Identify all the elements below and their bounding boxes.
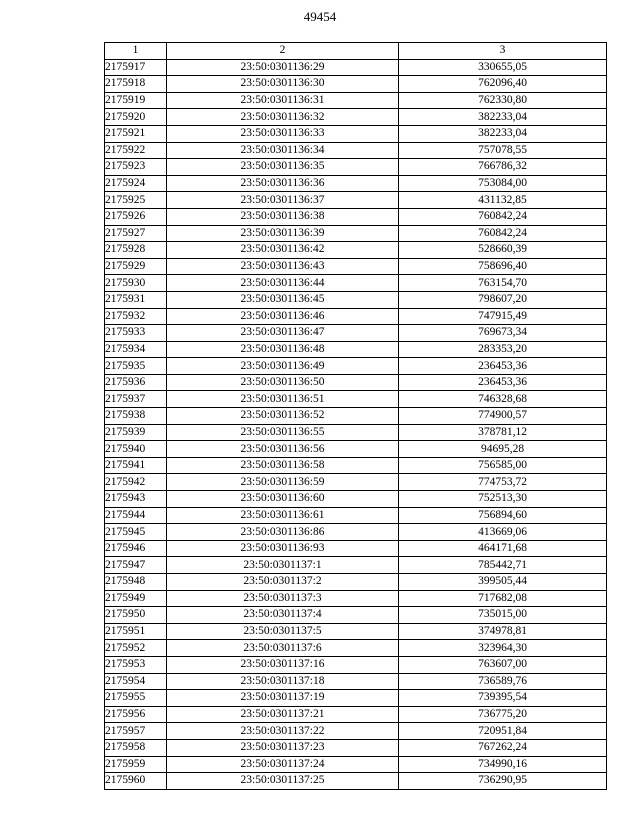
row-number-cell: 2175939 bbox=[105, 424, 167, 441]
table-row bbox=[105, 739, 607, 756]
row-number-cell: 2175927 bbox=[105, 225, 167, 242]
table-row bbox=[105, 125, 607, 142]
cadastral-value-cell: 431132,85 bbox=[399, 192, 607, 209]
row-number-cell: 2175925 bbox=[105, 192, 167, 209]
table-row bbox=[105, 640, 607, 657]
cadastral-number-cell: 23:50:0301136:46 bbox=[167, 308, 399, 325]
table-row bbox=[105, 706, 607, 723]
cadastral-number-cell: 23:50:0301136:50 bbox=[167, 374, 399, 391]
cadastral-value-cell: 769673,34 bbox=[399, 325, 607, 342]
cadastral-number-cell: 23:50:0301136:43 bbox=[167, 258, 399, 275]
cadastral-number-cell: 23:50:0301136:49 bbox=[167, 358, 399, 375]
cadastral-value-cell: 763154,70 bbox=[399, 275, 607, 292]
table-row bbox=[105, 391, 607, 408]
cadastral-number-cell: 23:50:0301137:18 bbox=[167, 673, 399, 690]
row-number-cell: 2175935 bbox=[105, 358, 167, 375]
table-row bbox=[105, 109, 607, 126]
cadastral-number-cell: 23:50:0301136:39 bbox=[167, 225, 399, 242]
cadastral-value-cell: 736589,76 bbox=[399, 673, 607, 690]
table-row bbox=[105, 424, 607, 441]
cadastral-value-cell: 736775,20 bbox=[399, 706, 607, 723]
cadastral-number-cell: 23:50:0301136:32 bbox=[167, 109, 399, 126]
cadastral-number-cell: 23:50:0301137:3 bbox=[167, 590, 399, 607]
row-number-cell: 2175942 bbox=[105, 474, 167, 491]
table-row bbox=[105, 673, 607, 690]
table-row bbox=[105, 607, 607, 624]
cadastral-number-cell: 23:50:0301136:36 bbox=[167, 175, 399, 192]
cadastral-value-cell: 735015,00 bbox=[399, 607, 607, 624]
cadastral-value-cell: 753084,00 bbox=[399, 175, 607, 192]
row-number-cell: 2175957 bbox=[105, 723, 167, 740]
table-row bbox=[105, 441, 607, 458]
cadastral-value-cell: 283353,20 bbox=[399, 341, 607, 358]
cadastral-value-cell: 767262,24 bbox=[399, 739, 607, 756]
table-row bbox=[105, 656, 607, 673]
cadastral-value-cell: 739395,54 bbox=[399, 690, 607, 707]
cadastral-number-cell: 23:50:0301136:44 bbox=[167, 275, 399, 292]
column-header-value: 3 bbox=[399, 43, 607, 60]
page-number: 49454 bbox=[303, 9, 337, 24]
row-number-cell: 2175936 bbox=[105, 374, 167, 391]
row-number-cell: 2175953 bbox=[105, 656, 167, 673]
cadastral-number-cell: 23:50:0301136:38 bbox=[167, 208, 399, 225]
cadastral-value-cell: 330655,05 bbox=[399, 59, 607, 76]
table-row bbox=[105, 358, 607, 375]
column-header-cadastral-number: 2 bbox=[167, 43, 399, 60]
table-row bbox=[105, 159, 607, 176]
row-number-cell: 2175954 bbox=[105, 673, 167, 690]
row-number-cell: 2175934 bbox=[105, 341, 167, 358]
row-number-cell: 2175930 bbox=[105, 275, 167, 292]
row-number-cell: 2175919 bbox=[105, 92, 167, 109]
table-row bbox=[105, 507, 607, 524]
row-number-cell: 2175943 bbox=[105, 491, 167, 508]
cadastral-value-cell: 374978,81 bbox=[399, 623, 607, 640]
table-row bbox=[105, 557, 607, 574]
cadastral-value-cell: 766786,32 bbox=[399, 159, 607, 176]
cadastral-number-cell: 23:50:0301137:23 bbox=[167, 739, 399, 756]
cadastral-number-cell: 23:50:0301136:30 bbox=[167, 76, 399, 93]
table-row bbox=[105, 623, 607, 640]
row-number-cell: 2175950 bbox=[105, 607, 167, 624]
row-number-cell: 2175940 bbox=[105, 441, 167, 458]
cadastral-number-cell: 23:50:0301136:86 bbox=[167, 524, 399, 541]
row-number-cell: 2175926 bbox=[105, 208, 167, 225]
cadastral-value-cell: 399505,44 bbox=[399, 574, 607, 591]
cadastral-value-cell: 756585,00 bbox=[399, 457, 607, 474]
table-row bbox=[105, 175, 607, 192]
row-number-cell: 2175937 bbox=[105, 391, 167, 408]
cadastral-number-cell: 23:50:0301136:52 bbox=[167, 408, 399, 425]
row-number-cell: 2175947 bbox=[105, 557, 167, 574]
table-row bbox=[105, 690, 607, 707]
table-row bbox=[105, 590, 607, 607]
cadastral-value-cell: 798607,20 bbox=[399, 291, 607, 308]
row-number-cell: 2175949 bbox=[105, 590, 167, 607]
cadastral-number-cell: 23:50:0301136:59 bbox=[167, 474, 399, 491]
row-number-cell: 2175922 bbox=[105, 142, 167, 159]
cadastral-number-cell: 23:50:0301136:29 bbox=[167, 59, 399, 76]
table-header-row bbox=[105, 43, 607, 60]
table-row bbox=[105, 325, 607, 342]
table-row bbox=[105, 474, 607, 491]
row-number-cell: 2175955 bbox=[105, 690, 167, 707]
cadastral-value-cell: 413669,06 bbox=[399, 524, 607, 541]
cadastral-value-cell: 720951,84 bbox=[399, 723, 607, 740]
cadastral-value-table bbox=[104, 42, 607, 790]
cadastral-number-cell: 23:50:0301137:6 bbox=[167, 640, 399, 657]
table-row bbox=[105, 491, 607, 508]
row-number-cell: 2175956 bbox=[105, 706, 167, 723]
cadastral-number-cell: 23:50:0301137:22 bbox=[167, 723, 399, 740]
cadastral-number-cell: 23:50:0301136:93 bbox=[167, 540, 399, 557]
cadastral-value-cell: 756894,60 bbox=[399, 507, 607, 524]
row-number-cell: 2175938 bbox=[105, 408, 167, 425]
cadastral-value-cell: 762330,80 bbox=[399, 92, 607, 109]
cadastral-number-cell: 23:50:0301137:19 bbox=[167, 690, 399, 707]
table-row bbox=[105, 92, 607, 109]
table-row bbox=[105, 408, 607, 425]
cadastral-value-cell: 760842,24 bbox=[399, 225, 607, 242]
cadastral-number-cell: 23:50:0301136:33 bbox=[167, 125, 399, 142]
cadastral-number-cell: 23:50:0301136:31 bbox=[167, 92, 399, 109]
row-number-cell: 2175944 bbox=[105, 507, 167, 524]
row-number-cell: 2175951 bbox=[105, 623, 167, 640]
row-number-cell: 2175929 bbox=[105, 258, 167, 275]
cadastral-number-cell: 23:50:0301137:24 bbox=[167, 756, 399, 773]
cadastral-value-cell: 94695,28 bbox=[399, 441, 607, 458]
cadastral-value-cell: 757078,55 bbox=[399, 142, 607, 159]
cadastral-number-cell: 23:50:0301136:51 bbox=[167, 391, 399, 408]
row-number-cell: 2175945 bbox=[105, 524, 167, 541]
row-number-cell: 2175918 bbox=[105, 76, 167, 93]
row-number-cell: 2175948 bbox=[105, 574, 167, 591]
cadastral-number-cell: 23:50:0301136:37 bbox=[167, 192, 399, 209]
cadastral-value-cell: 763607,00 bbox=[399, 656, 607, 673]
cadastral-value-cell: 378781,12 bbox=[399, 424, 607, 441]
cadastral-number-cell: 23:50:0301136:56 bbox=[167, 441, 399, 458]
table-row bbox=[105, 76, 607, 93]
table-row bbox=[105, 258, 607, 275]
table-body bbox=[105, 59, 607, 789]
cadastral-value-cell: 762096,40 bbox=[399, 76, 607, 93]
cadastral-number-cell: 23:50:0301137:4 bbox=[167, 607, 399, 624]
cadastral-value-cell: 758696,40 bbox=[399, 258, 607, 275]
cadastral-value-cell: 323964,30 bbox=[399, 640, 607, 657]
cadastral-value-cell: 382233,04 bbox=[399, 125, 607, 142]
table-row bbox=[105, 208, 607, 225]
cadastral-value-cell: 774753,72 bbox=[399, 474, 607, 491]
cadastral-number-cell: 23:50:0301136:60 bbox=[167, 491, 399, 508]
cadastral-number-cell: 23:50:0301136:47 bbox=[167, 325, 399, 342]
cadastral-value-cell: 236453,36 bbox=[399, 374, 607, 391]
cadastral-value-cell: 717682,08 bbox=[399, 590, 607, 607]
table-row bbox=[105, 291, 607, 308]
cadastral-number-cell: 23:50:0301137:25 bbox=[167, 773, 399, 790]
row-number-cell: 2175920 bbox=[105, 109, 167, 126]
cadastral-number-cell: 23:50:0301137:16 bbox=[167, 656, 399, 673]
table-row bbox=[105, 756, 607, 773]
cadastral-number-cell: 23:50:0301137:2 bbox=[167, 574, 399, 591]
cadastral-number-cell: 23:50:0301136:55 bbox=[167, 424, 399, 441]
table-row bbox=[105, 773, 607, 790]
row-number-cell: 2175952 bbox=[105, 640, 167, 657]
cadastral-value-cell: 528660,39 bbox=[399, 242, 607, 259]
table-row bbox=[105, 242, 607, 259]
cadastral-value-cell: 736290,95 bbox=[399, 773, 607, 790]
row-number-cell: 2175924 bbox=[105, 175, 167, 192]
cadastral-value-cell: 774900,57 bbox=[399, 408, 607, 425]
row-number-cell: 2175917 bbox=[105, 59, 167, 76]
table-row bbox=[105, 374, 607, 391]
cadastral-number-cell: 23:50:0301136:34 bbox=[167, 142, 399, 159]
row-number-cell: 2175921 bbox=[105, 125, 167, 142]
row-number-cell: 2175933 bbox=[105, 325, 167, 342]
cadastral-number-cell: 23:50:0301136:61 bbox=[167, 507, 399, 524]
table-row bbox=[105, 225, 607, 242]
table-row bbox=[105, 524, 607, 541]
table-row bbox=[105, 275, 607, 292]
cadastral-number-cell: 23:50:0301136:48 bbox=[167, 341, 399, 358]
cadastral-number-cell: 23:50:0301136:58 bbox=[167, 457, 399, 474]
cadastral-value-cell: 785442,71 bbox=[399, 557, 607, 574]
row-number-cell: 2175960 bbox=[105, 773, 167, 790]
table-row bbox=[105, 142, 607, 159]
table-row bbox=[105, 457, 607, 474]
cadastral-value-cell: 464171,68 bbox=[399, 540, 607, 557]
table-row bbox=[105, 574, 607, 591]
row-number-cell: 2175923 bbox=[105, 159, 167, 176]
table-row bbox=[105, 341, 607, 358]
cadastral-number-cell: 23:50:0301136:42 bbox=[167, 242, 399, 259]
column-header-number: 1 bbox=[105, 43, 167, 60]
table-row bbox=[105, 308, 607, 325]
cadastral-value-cell: 747915,49 bbox=[399, 308, 607, 325]
table-row bbox=[105, 192, 607, 209]
row-number-cell: 2175928 bbox=[105, 242, 167, 259]
cadastral-number-cell: 23:50:0301136:35 bbox=[167, 159, 399, 176]
cadastral-value-cell: 746328,68 bbox=[399, 391, 607, 408]
row-number-cell: 2175959 bbox=[105, 756, 167, 773]
table-row bbox=[105, 59, 607, 76]
row-number-cell: 2175932 bbox=[105, 308, 167, 325]
row-number-cell: 2175931 bbox=[105, 291, 167, 308]
row-number-cell: 2175958 bbox=[105, 739, 167, 756]
cadastral-number-cell: 23:50:0301136:45 bbox=[167, 291, 399, 308]
cadastral-value-cell: 760842,24 bbox=[399, 208, 607, 225]
cadastral-value-cell: 382233,04 bbox=[399, 109, 607, 126]
table-row bbox=[105, 723, 607, 740]
row-number-cell: 2175941 bbox=[105, 457, 167, 474]
cadastral-number-cell: 23:50:0301137:5 bbox=[167, 623, 399, 640]
cadastral-value-cell: 752513,30 bbox=[399, 491, 607, 508]
table-row bbox=[105, 540, 607, 557]
row-number-cell: 2175946 bbox=[105, 540, 167, 557]
cadastral-value-cell: 734990,16 bbox=[399, 756, 607, 773]
cadastral-number-cell: 23:50:0301137:1 bbox=[167, 557, 399, 574]
cadastral-value-cell: 236453,36 bbox=[399, 358, 607, 375]
cadastral-number-cell: 23:50:0301137:21 bbox=[167, 706, 399, 723]
